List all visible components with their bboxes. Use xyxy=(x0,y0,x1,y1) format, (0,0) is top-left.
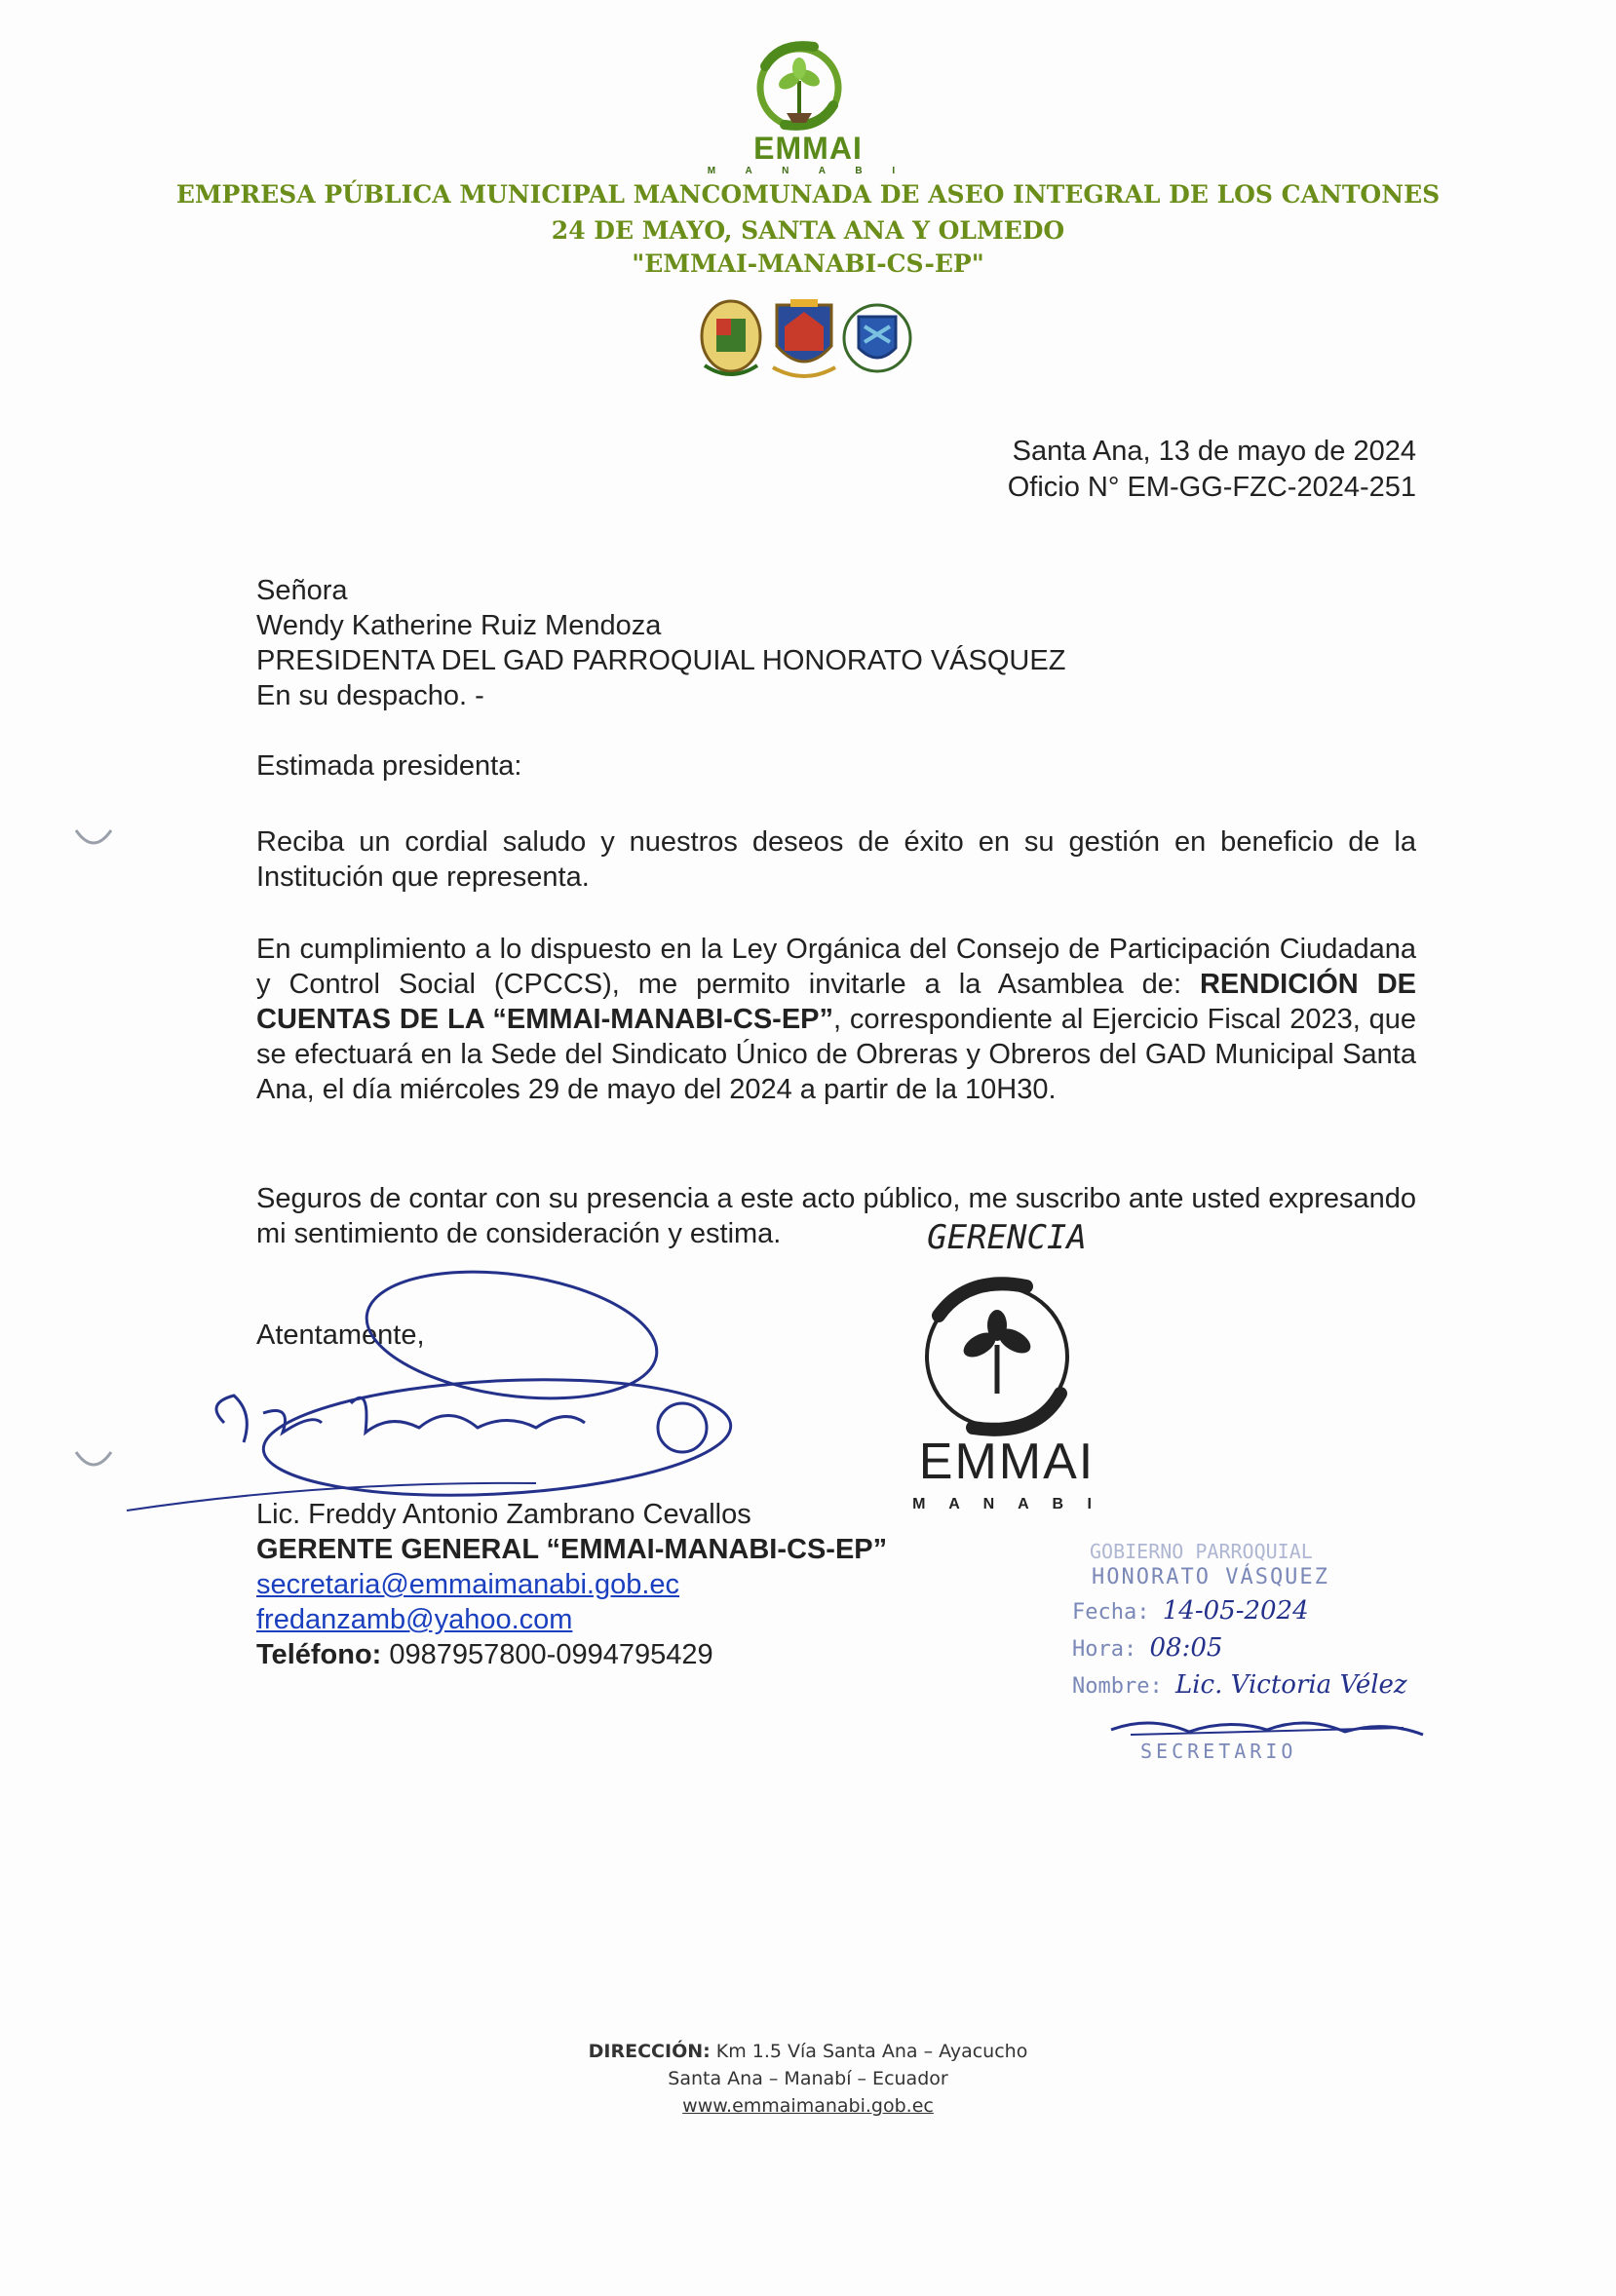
received-line2: HONORATO VÁSQUEZ xyxy=(1092,1565,1329,1589)
nombre-value: Lic. Victoria Vélez xyxy=(1174,1670,1407,1700)
footer-website-link[interactable]: www.emmaimanabi.gob.ec xyxy=(682,2095,934,2117)
received-line1: GOBIERNO PARROQUIAL xyxy=(1090,1540,1313,1563)
paragraph-greeting: Reciba un cordial saludo y nuestros deseos de éxito en su gestión en beneficio de la Institución que representa. xyxy=(256,826,1416,893)
gerencia-stamp xyxy=(890,1218,1124,1511)
stamp-top-text: GERENCIA xyxy=(927,1218,1087,1257)
received-hora xyxy=(1072,1633,1222,1663)
stamp-sub: M A N A B I xyxy=(912,1496,1101,1512)
hora-value: 08:05 xyxy=(1149,1633,1223,1663)
org-header-line1: EMPRESA PÚBLICA MUNICIPAL MANCOMUNADA DE ASEO INTEGRAL DE LOS CANTONES xyxy=(175,180,1441,209)
received-fecha xyxy=(1072,1596,1309,1626)
stamp-name: EMMAI xyxy=(918,1434,1096,1490)
fecha-value: 14-05-2024 xyxy=(1162,1596,1309,1626)
footer-website[interactable] xyxy=(0,2095,1616,2117)
received-role: SECRETARIO xyxy=(1140,1740,1297,1763)
addressee-name: Wendy Katherine Ruiz Mendoza xyxy=(256,610,662,641)
stamp-logo-icon xyxy=(900,1267,1095,1442)
seal-24-de-mayo-icon xyxy=(702,301,760,374)
nombre-label: Nombre: xyxy=(1072,1674,1163,1699)
phone-value: 0987957800-0994795429 xyxy=(381,1639,713,1670)
signatory-title: GERENTE GENERAL “EMMAI-MANABI-CS-EP” xyxy=(256,1534,888,1565)
salutation: Estimada presidenta: xyxy=(256,750,522,782)
seal-santa-ana-icon xyxy=(773,299,835,376)
seal-olmedo-icon xyxy=(844,305,910,371)
email-secretaria-link[interactable]: secretaria@emmaimanabi.gob.ec xyxy=(256,1569,680,1600)
addressee-position: PRESIDENTA DEL GAD PARROQUIAL HONORATO VÁSQUEZ xyxy=(256,645,1066,676)
logo-name: EMMAI xyxy=(753,131,863,166)
received-nombre xyxy=(1072,1670,1407,1700)
addressee-place: En su despacho. - xyxy=(256,680,484,711)
phone xyxy=(256,1637,713,1672)
received-stamp xyxy=(1072,1540,1452,1774)
invitation-event-name: RENDICIÓN DE CUENTAS DE LA “EMMAI-MANABI-CS-EP” xyxy=(256,969,1416,1035)
footer-address-label: DIRECCIÓN: xyxy=(588,2041,711,2062)
org-header-line2: 24 DE MAYO, SANTA ANA Y OLMEDO xyxy=(551,216,1065,245)
punch-hole-icon xyxy=(74,826,113,854)
closing: Atentamente, xyxy=(256,1320,425,1351)
phone-label: Teléfono: xyxy=(256,1639,382,1670)
signatory-name: Lic. Freddy Antonio Zambrano Cevallos xyxy=(256,1499,751,1530)
email-personal[interactable] xyxy=(256,1602,572,1637)
org-header-line3: "EMMAI-MANABI-CS-EP" xyxy=(632,249,984,278)
paragraph-closing: Seguros de contar con su presencia a este acto público, me suscribo ante usted expresando mi sentimiento de consideración y estima. xyxy=(256,1183,1416,1249)
hora-label: Hora: xyxy=(1072,1637,1137,1662)
fecha-label: Fecha: xyxy=(1072,1600,1150,1625)
invitation-text-b: , correspondiente al Ejercicio Fiscal 2023, que se efectuará en la Sede del Sindicato Único de Obreras y Obreros del GAD Municipal Santa Ana, el día miércoles 29 de mayo del 2024 a partir de la 10H30. xyxy=(256,1004,1416,1105)
email-secretaria[interactable] xyxy=(256,1567,679,1602)
footer-address xyxy=(0,2041,1616,2062)
letter-date: Santa Ana, 13 de mayo de 2024 xyxy=(1012,436,1416,467)
oficio-number: Oficio N° EM-GG-FZC-2024-251 xyxy=(1007,472,1416,503)
footer-city: Santa Ana – Manabí – Ecuador xyxy=(668,2068,948,2089)
logo-subtitle: M A N A B I xyxy=(707,166,909,176)
footer-address-text: Km 1.5 Vía Santa Ana – Ayacucho xyxy=(710,2041,1028,2062)
municipal-seals xyxy=(697,297,911,385)
addressee-title: Señora xyxy=(256,575,348,606)
punch-hole-icon xyxy=(74,1448,113,1475)
paragraph-invitation xyxy=(256,932,1416,1107)
invitation-text-a: En cumplimiento a lo dispuesto en la Ley Orgánica del Consejo de Participación Ciudadana y Control Social (CPCCS), me permito invitarle a la Asamblea de: xyxy=(256,934,1416,1000)
email-personal-link[interactable]: fredanzamb@yahoo.com xyxy=(256,1604,573,1635)
